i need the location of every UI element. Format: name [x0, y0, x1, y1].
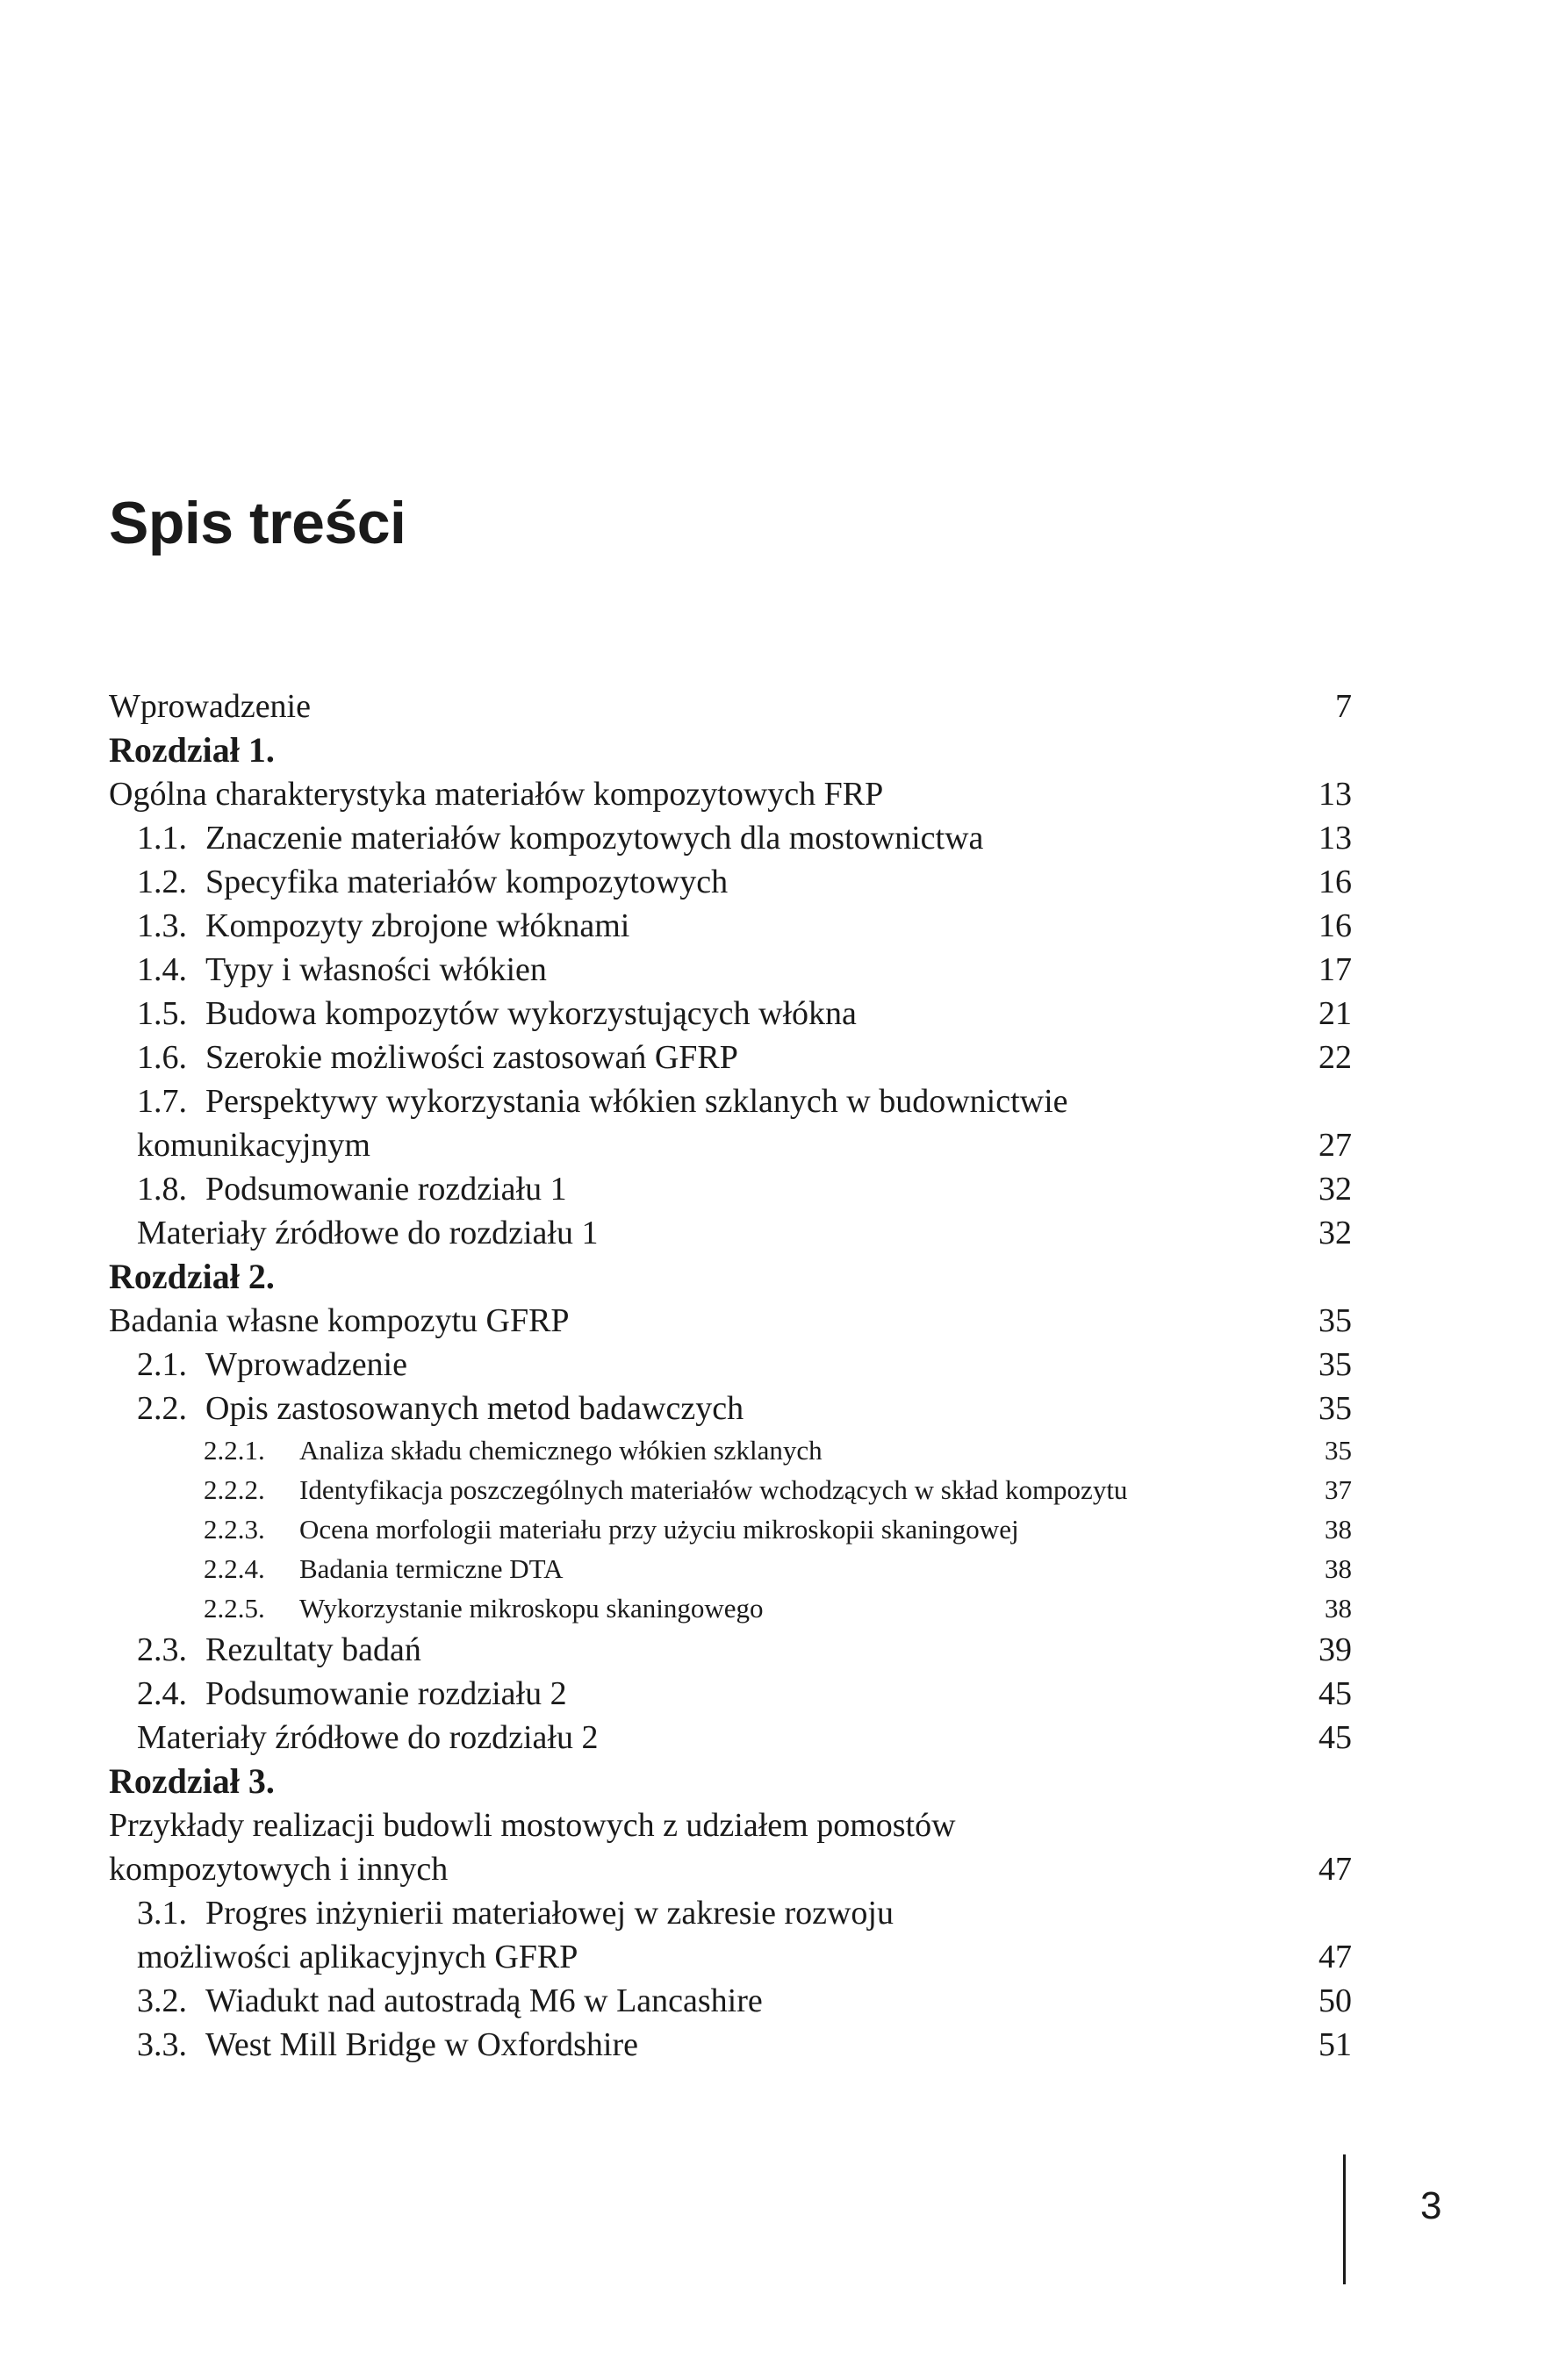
toc-entry-title: Materiały źródłowe do rozdziału 1	[137, 1215, 599, 1251]
toc-entry-title: Opis zastosowanych metod badawczych	[205, 1390, 744, 1427]
toc-entry	[109, 1803, 1352, 1847]
toc-entry-page: 35	[1318, 1302, 1352, 1339]
toc-entry	[109, 1211, 1352, 1255]
toc-entry-page: 27	[1318, 1127, 1352, 1164]
toc-chapter-heading	[109, 728, 1352, 772]
toc-entry-title: komunikacyjnym	[137, 1127, 370, 1164]
toc-entry	[109, 1549, 1352, 1588]
table-of-contents	[109, 685, 1352, 2067]
toc-entry-number: 2.2.4.	[204, 1553, 265, 1584]
toc-entry-title: Rozdział 2.	[109, 1257, 275, 1296]
toc-entry-number: 1.3.	[137, 907, 187, 944]
toc-entry-number: 2.2.1.	[204, 1435, 265, 1466]
toc-entry	[109, 1470, 1352, 1509]
toc-entry-number: 1.7.	[137, 1083, 187, 1120]
toc-entry	[109, 992, 1352, 1036]
toc-entry-title: Wprowadzenie	[109, 688, 311, 725]
toc-entry	[109, 1299, 1352, 1343]
toc-entry-number: 2.4.	[137, 1675, 187, 1712]
toc-entry-title: Analiza składu chemicznego włókien szklanych	[299, 1435, 823, 1466]
page-title: Spis treści	[109, 490, 406, 556]
toc-entry-number: 1.4.	[137, 951, 187, 988]
toc-entry-number: 2.3.	[137, 1631, 187, 1668]
toc-entry-page: 17	[1318, 951, 1352, 988]
toc-entry-page: 51	[1318, 2026, 1352, 2063]
toc-entry-number: 2.2.2.	[204, 1474, 265, 1505]
toc-entry	[109, 904, 1352, 948]
toc-entry-page: 16	[1318, 864, 1352, 900]
toc-entry-title: Rozdział 3.	[109, 1761, 275, 1801]
toc-entry	[109, 1079, 1352, 1123]
toc-entry-title: Identyfikacja poszczególnych materiałów wchodzących w skład kompozytu	[299, 1474, 1128, 1505]
toc-entry-page: 47	[1318, 1851, 1352, 1888]
toc-entry-page: 35	[1318, 1390, 1352, 1427]
toc-entry	[109, 2023, 1352, 2067]
toc-entry-number: 2.1.	[137, 1346, 187, 1383]
toc-entry-title: Budowa kompozytów wykorzystujących włókna	[205, 995, 857, 1032]
toc-entry-title: Badania termiczne DTA	[299, 1553, 564, 1584]
toc-entry-page: 37	[1325, 1474, 1352, 1505]
toc-entry-page: 32	[1318, 1215, 1352, 1251]
toc-entry-number: 3.1.	[137, 1895, 187, 1932]
toc-entry	[109, 948, 1352, 992]
toc-entry-page: 35	[1318, 1346, 1352, 1383]
toc-entry-number: 1.8.	[137, 1171, 187, 1208]
toc-entry	[109, 1167, 1352, 1211]
toc-entry-page: 32	[1318, 1171, 1352, 1208]
toc-entry	[109, 1430, 1352, 1470]
toc-entry-page: 50	[1318, 1982, 1352, 2019]
toc-entry-page: 13	[1318, 820, 1352, 857]
toc-chapter-heading	[109, 1255, 1352, 1299]
toc-entry-page: 22	[1318, 1039, 1352, 1076]
toc-entry-number: 1.1.	[137, 820, 187, 857]
toc-entry-title: kompozytowych i innych	[109, 1851, 449, 1888]
toc-entry-title: Szerokie możliwości zastosowań GFRP	[205, 1039, 738, 1076]
toc-entry-title: Typy i własności włókien	[205, 951, 547, 988]
thumb-index-rule	[1343, 2154, 1346, 2284]
toc-entry-page: 35	[1325, 1435, 1352, 1466]
toc-entry	[109, 816, 1352, 860]
toc-entry-title: Ogólna charakterystyka materiałów kompozytowych FRP	[109, 776, 884, 813]
toc-entry-number: 1.2.	[137, 864, 187, 900]
toc-entry-page: 39	[1318, 1631, 1352, 1668]
toc-entry	[109, 1672, 1352, 1716]
toc-entry	[109, 1509, 1352, 1549]
toc-entry-page: 38	[1325, 1514, 1352, 1545]
toc-entry	[109, 1935, 1352, 1979]
toc-entry-number: 2.2.5.	[204, 1593, 265, 1624]
toc-entry-page: 13	[1318, 776, 1352, 813]
toc-entry-title: Materiały źródłowe do rozdziału 2	[137, 1719, 599, 1756]
toc-entry	[109, 1716, 1352, 1760]
toc-entry-title: Badania własne kompozytu GFRP	[109, 1302, 570, 1339]
toc-entry-title: Podsumowanie rozdziału 1	[205, 1171, 567, 1208]
toc-entry-page: 38	[1325, 1593, 1352, 1624]
toc-entry-title: Rozdział 1.	[109, 730, 275, 770]
toc-entry-title: Przykłady realizacji budowli mostowych z udziałem pomostów	[109, 1807, 956, 1844]
toc-entry-number: 2.2.3.	[204, 1514, 265, 1545]
toc-entry	[109, 1123, 1352, 1167]
page-number: 3	[1420, 2184, 1442, 2227]
toc-chapter-heading	[109, 1760, 1352, 1803]
toc-entry-page: 7	[1335, 688, 1352, 725]
toc-entry-title: Wiadukt nad autostradą M6 w Lancashire	[205, 1982, 763, 2019]
toc-entry-title: Kompozyty zbrojone włóknami	[205, 907, 630, 944]
toc-entry-page: 38	[1325, 1553, 1352, 1584]
toc-entry	[109, 1891, 1352, 1935]
toc-entry-page: 45	[1318, 1719, 1352, 1756]
toc-entry-title: Podsumowanie rozdziału 2	[205, 1675, 567, 1712]
toc-entry	[109, 1387, 1352, 1430]
toc-entry	[109, 860, 1352, 904]
toc-entry	[109, 685, 1352, 728]
toc-entry	[109, 1628, 1352, 1672]
toc-entry-page: 16	[1318, 907, 1352, 944]
toc-entry-title: Progres inżynierii materiałowej w zakresie rozwoju	[205, 1895, 894, 1932]
toc-entry	[109, 772, 1352, 816]
toc-entry-title: Znaczenie materiałów kompozytowych dla mostownictwa	[205, 820, 984, 857]
toc-entry-title: Rezultaty badań	[205, 1631, 421, 1668]
toc-entry-number: 1.5.	[137, 995, 187, 1032]
toc-entry-number: 1.6.	[137, 1039, 187, 1076]
toc-entry-page: 21	[1318, 995, 1352, 1032]
toc-entry-title: Specyfika materiałów kompozytowych	[205, 864, 729, 900]
toc-entry-title: możliwości aplikacyjnych GFRP	[137, 1939, 578, 1975]
toc-entry	[109, 1847, 1352, 1891]
toc-entry	[109, 1036, 1352, 1079]
toc-entry-title: Wykorzystanie mikroskopu skaningowego	[299, 1593, 764, 1624]
toc-entry-page: 45	[1318, 1675, 1352, 1712]
toc-entry	[109, 1588, 1352, 1628]
toc-entry	[109, 1343, 1352, 1387]
toc-entry-title: West Mill Bridge w Oxfordshire	[205, 2026, 638, 2063]
toc-entry	[109, 1979, 1352, 2023]
toc-entry-page: 47	[1318, 1939, 1352, 1975]
toc-entry-title: Perspektywy wykorzystania włókien szklanych w budownictwie	[205, 1083, 1068, 1120]
toc-entry-title: Wprowadzenie	[205, 1346, 407, 1383]
toc-entry-title: Ocena morfologii materiału przy użyciu mikroskopii skaningowej	[299, 1514, 1019, 1545]
toc-entry-number: 2.2.	[137, 1390, 187, 1427]
toc-entry-number: 3.3.	[137, 2026, 187, 2063]
toc-entry-number: 3.2.	[137, 1982, 187, 2019]
